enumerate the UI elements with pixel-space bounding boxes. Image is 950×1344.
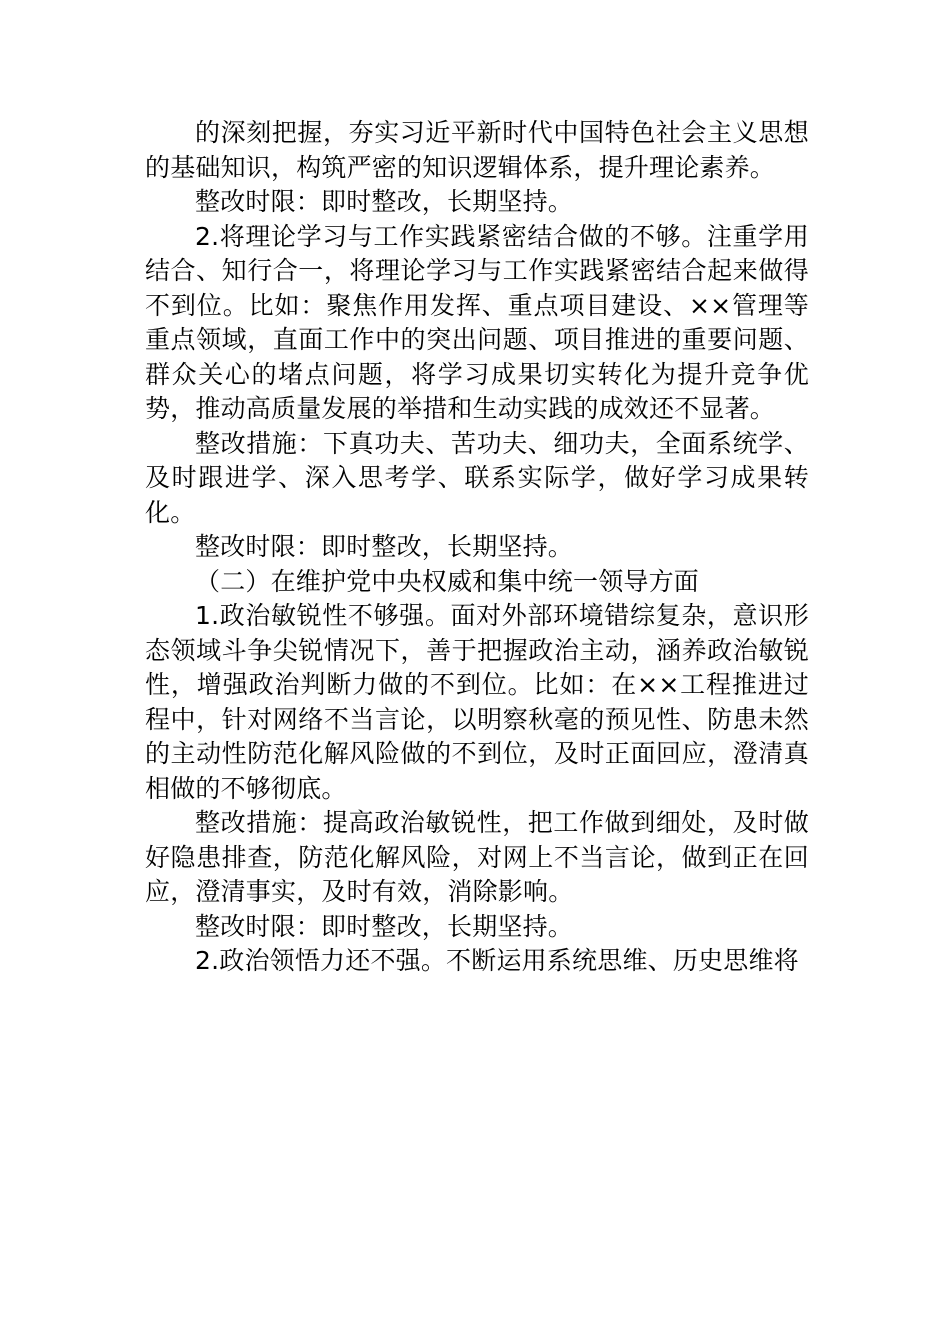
paragraph-measures: 整改措施：提高政治敏锐性，把工作做到细处，及时做好隐患排查，防范化解风险，对网上不当言论，做到正在回应，澄清事实，及时有效，消除影响。: [145, 808, 809, 906]
paragraph-issue-2: 2.政治领悟力还不强。不断运用系统思维、历史思维将: [195, 946, 799, 975]
paragraph-deadline: 整改时限：即时整改，长期坚持。: [195, 911, 574, 941]
paragraph-deadline: 整改时限：即时整改，长期坚持。: [195, 187, 574, 216]
paragraph-issue-1: 1.政治敏锐性不够强。面对外部环境错综复杂，意识形态领域斗争尖锐情况下，善于把握政治主动，涵养政治敏锐性，增强政治判断力做的不到位。比如：在××工程推进过程中，针对网络不当言论，以明察秋毫的预见性、防患未然的主动性防范化解风险做的不到位，及时正面回应，澄清真相做的不够彻底。: [145, 601, 809, 803]
paragraph-measures: 整改措施：下真功夫、苦功夫、细功夫，全面系统学、及时跟进学、深入思考学、联系实际学，做好学习成果转化。: [145, 428, 809, 527]
paragraph-continuation: 的深刻把握，夯实习近平新时代中国特色社会主义思想的基础知识，构筑严密的知识逻辑体系，提升理论素养。: [145, 118, 809, 182]
paragraph-issue-2: 2.将理论学习与工作实践紧密结合做的不够。注重学用结合、知行合一，将理论学习与工作实践紧密结合起来做得不到位。比如：聚焦作用发挥、重点项目建设、××管理等重点领域，直面工作中的突出问题、项目推进的重要问题、群众关心的堵点问题，将学习成果切实转化为提升竞争优势，推动高质量发展的举措和生动实践的成效还不显著。: [145, 221, 809, 423]
section-heading: （二）在维护党中央权威和集中统一领导方面: [195, 566, 700, 596]
document-body: [145, 116, 809, 979]
paragraph-deadline: 整改时限：即时整改，长期坚持。: [195, 532, 574, 561]
